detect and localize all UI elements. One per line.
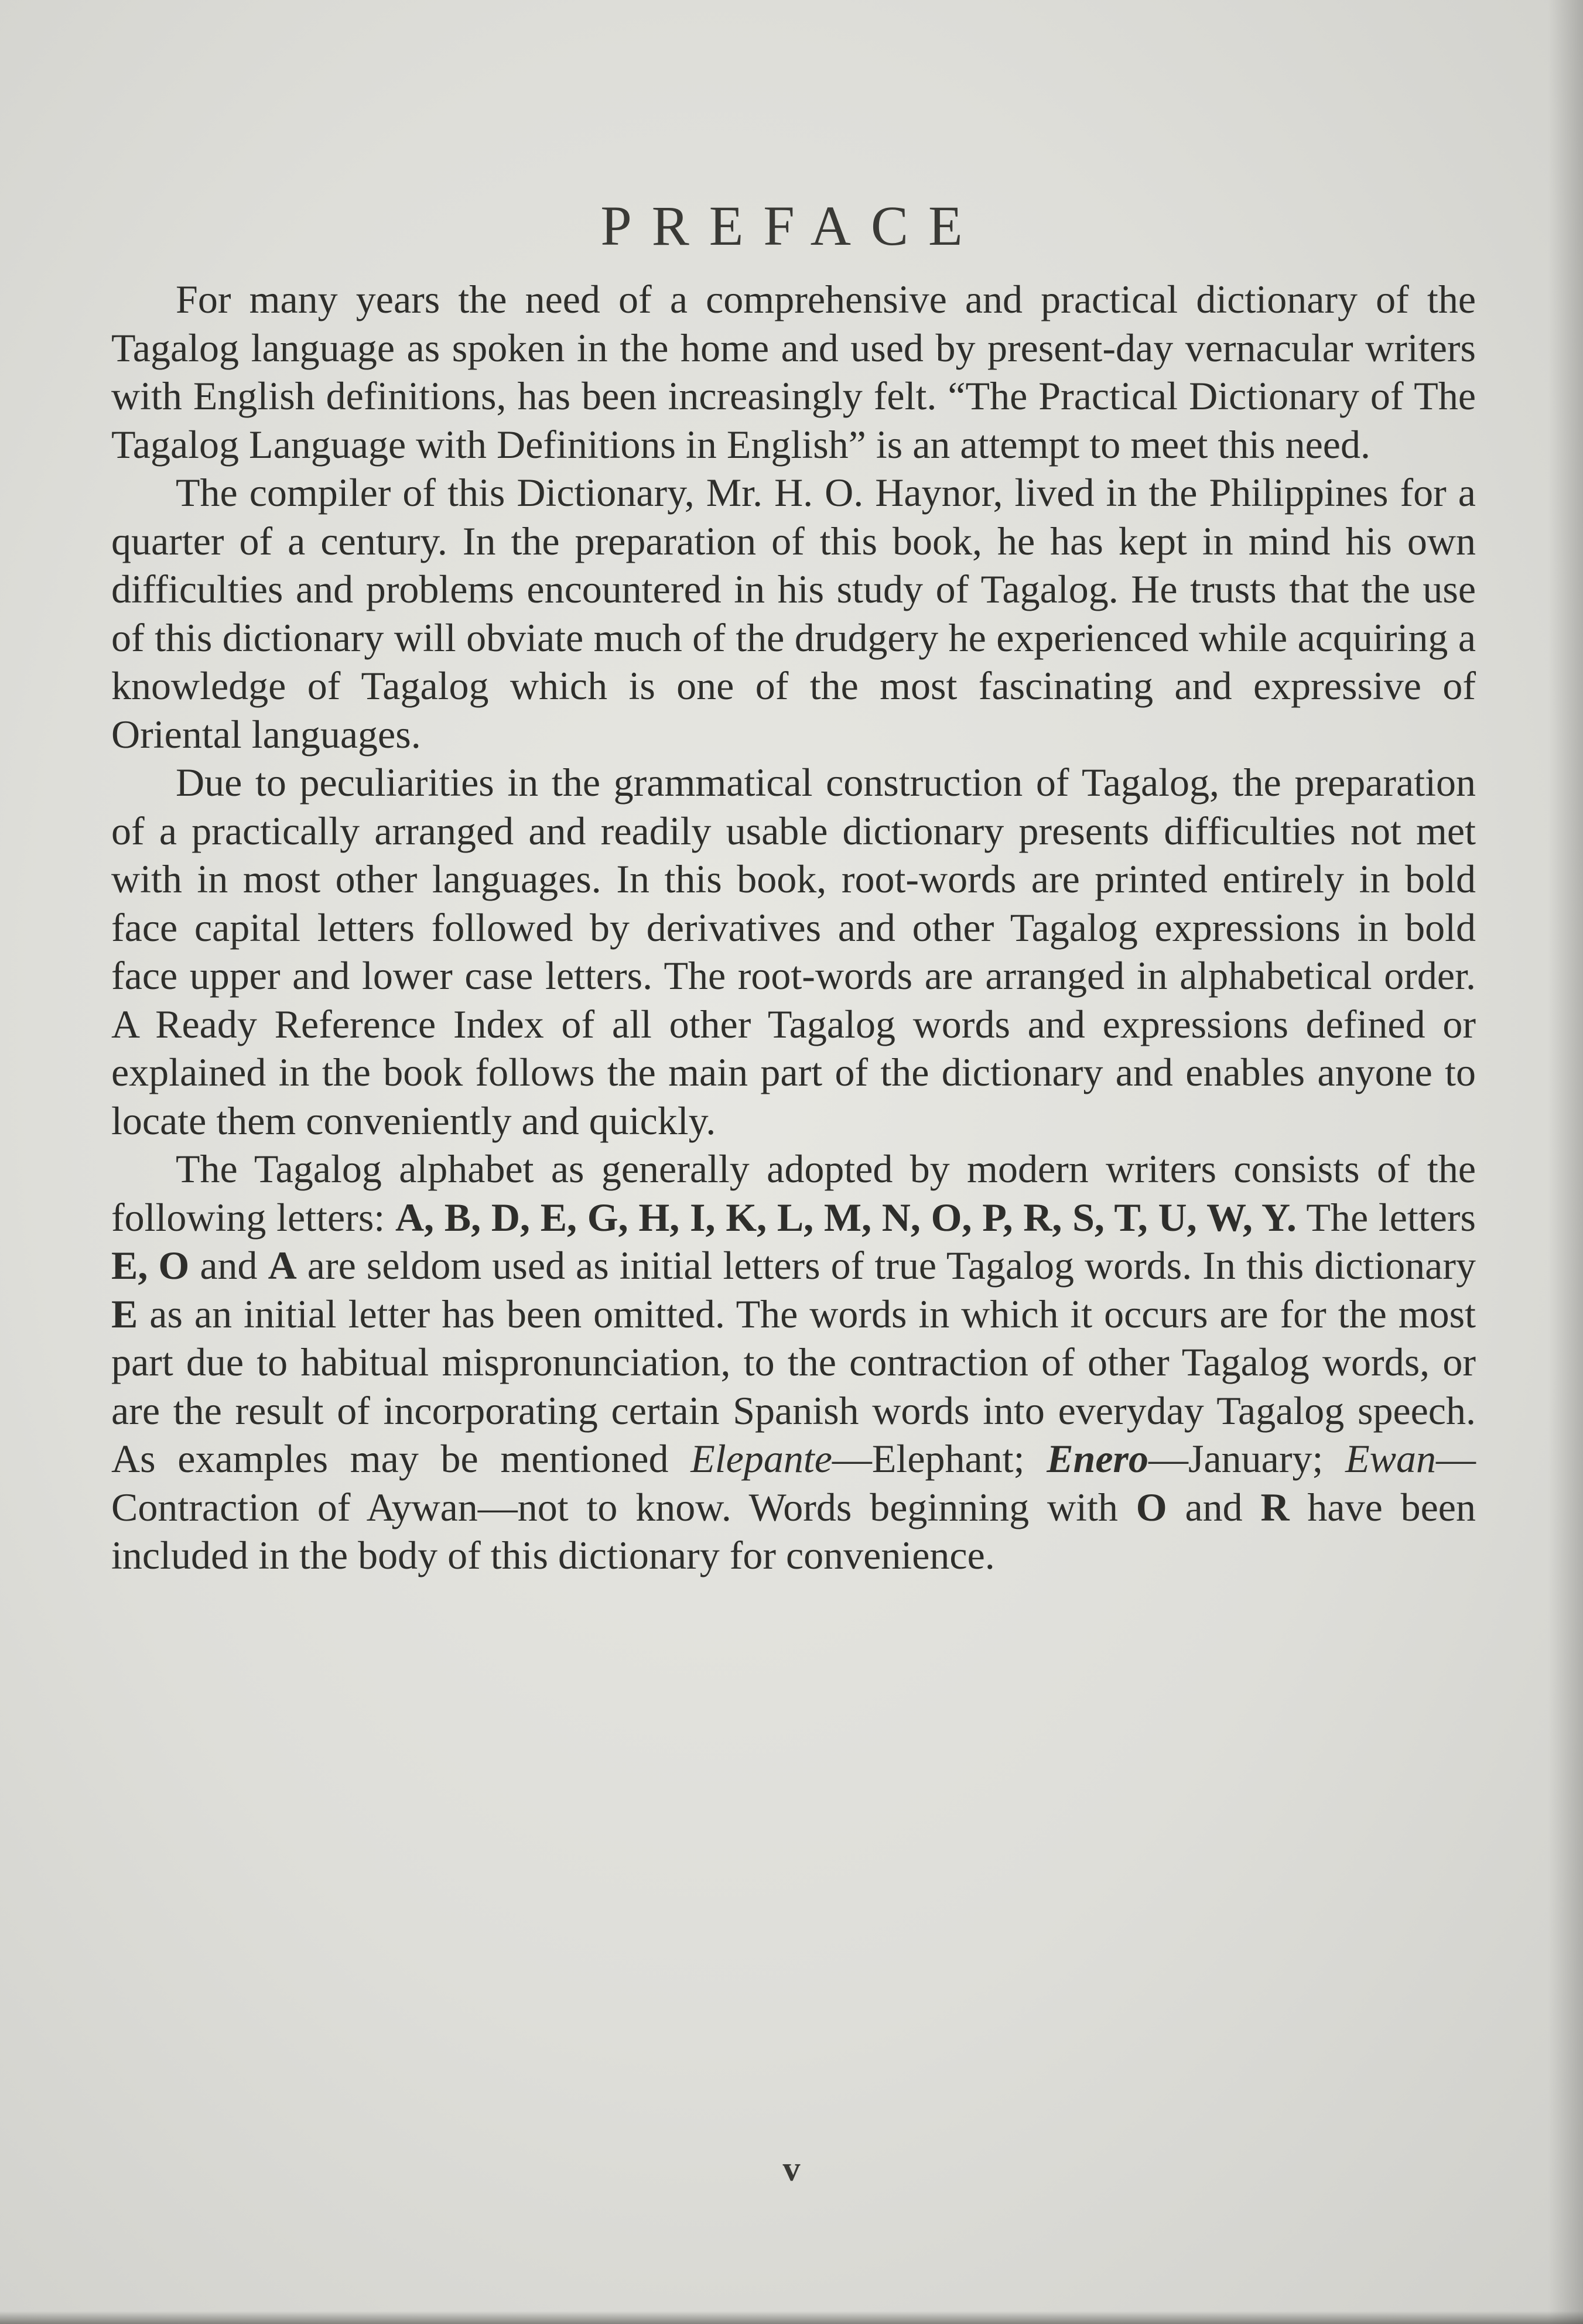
preface-body [111, 275, 1476, 1580]
bold-letter: R [1260, 1484, 1290, 1529]
paragraph-4-text: The Tagalog alphabet as generally adopted by modern writers consists of the following letters: [111, 1146, 1476, 1240]
bold-letters: E, O [111, 1243, 190, 1288]
paragraph-4-text: are seldom used as initial letters of true Tagalog words. In this dictionary [296, 1243, 1476, 1288]
page-edge-shadow [1548, 0, 1583, 2324]
paragraph-4-text: —Elephant; [832, 1436, 1047, 1481]
example-word: Elepante [690, 1436, 832, 1481]
paragraph-2: The compiler of this Dictionary, Mr. H. O. Haynor, lived in the Philippines for a quarter of a century. In the preparation of this book, he has kept in mind his own difficulties and problems encountered in his study of Tagalog. He trusts that the use of this dictionary will obviate much of the drudgery he experienced while acquiring a knowledge of Tagalog which is one of the most fascinating and expressive of Oriental languages. [111, 470, 1476, 757]
example-word: Ewan [1345, 1436, 1436, 1481]
paragraph-1: For many years the need of a comprehensive and practical dictionary of the Tagalog language as spoken in the home and used by present-day vernacular writers with English definitions, has been increasingly felt. “The Practical Dictionary of The Tagalog Language with Definitions in English” is an attempt to meet this need. [111, 277, 1476, 467]
paragraph-4-text: have been included in the body of this dictionary for convenience. [111, 1484, 1476, 1577]
paragraph-4-text: The letters [1296, 1194, 1476, 1240]
page-bottom-edge [0, 2311, 1583, 2324]
bold-letter: A [268, 1243, 297, 1288]
paragraph-4 [111, 1145, 1476, 1580]
page-number: v [782, 2150, 801, 2188]
paragraph-3: Due to peculiarities in the grammatical construction of Tagalog, the preparation of a practically arranged and readily usable dictionary presents difficulties not met with in most other languages. In this book, root-words are printed entirely in bold face capital letters followed by derivatives and other Tagalog expressions in bold face upper and lower case letters. The root-words are arranged in alphabetical order. A Ready Reference Index of all other Tagalog words and expressions defined or explained in the book follows the main part of the dictionary and enables anyone to locate them conveniently and quickly. [111, 760, 1476, 1143]
paragraph-4-text: —January; [1148, 1436, 1346, 1481]
example-word: Enero [1047, 1436, 1149, 1481]
alphabet-letters: A, B, D, E, G, H, I, K, L, M, N, O, P, R, S, T, U, W, Y. [395, 1194, 1297, 1240]
paragraph-4-text: and [1167, 1484, 1261, 1529]
bold-letter: E [111, 1291, 138, 1336]
paragraph-4-text: and [189, 1243, 268, 1288]
page-title: PREFACE [600, 194, 983, 257]
paragraph-4-text: as an initial letter has been omitted. The words in which it occurs are for the most part due to habitual mispronunciation, to the contraction of other Tagalog words, or are the result of incorporating certain Spanish words into everyday Tagalog speech. As examples may be mentioned [111, 1291, 1476, 1481]
paragraph-4-text: —Contraction of Aywan—not to know. Words beginning with [111, 1436, 1476, 1529]
bold-letter: O [1136, 1484, 1167, 1529]
